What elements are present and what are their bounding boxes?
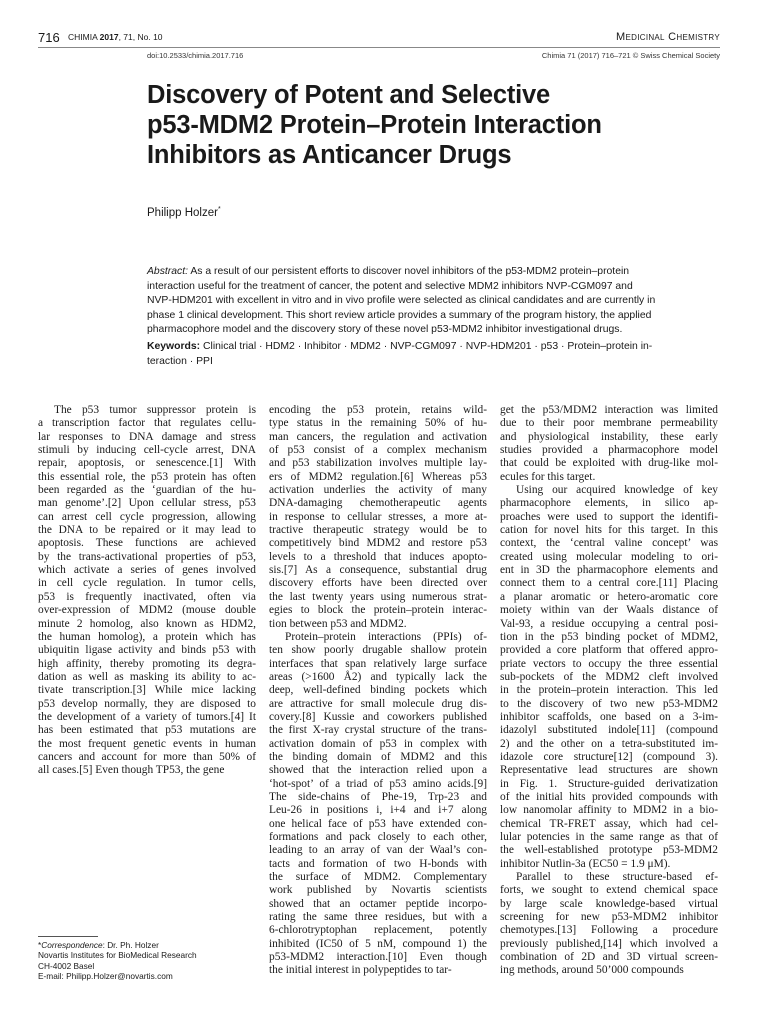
- body-text-line: a planar aromatic or hetero-aromatic core: [500, 590, 718, 603]
- journal-name: CHIMIA: [68, 32, 98, 42]
- body-text-line: the first X-ray crystal structure of the trans-: [269, 724, 487, 737]
- keywords-line: teraction · PPI: [147, 355, 213, 367]
- body-text-line: ubiquitin ligase activity and binds p53 with: [38, 644, 256, 657]
- body-text-line: low nanomolar affinity to MDM2 in a bio-: [500, 804, 718, 817]
- body-text-line: ten show poorly drugable shallow protein: [269, 644, 487, 657]
- body-text-line: which activate a series of genes involved: [38, 564, 256, 577]
- journal-volume: , 71, No. 10: [118, 32, 163, 42]
- body-text-line: 6-chlorotryptophan replacement, potently: [269, 924, 487, 937]
- body-text-line: cation for novel hits for this target. In this: [500, 524, 718, 537]
- journal-year: 2017: [99, 32, 119, 42]
- body-text-line: tacts and formation of two H-bonds with: [269, 857, 487, 870]
- body-text-line: stimuli by inducing cell-cycle arrest, DNA: [38, 444, 256, 457]
- body-text-line: activation underlies the activity of many: [269, 484, 487, 497]
- body-text-line: combination of 2D and 3D virtual screen-: [500, 951, 718, 964]
- body-text-line: in cell cycle regulation. In tumor cells,: [38, 577, 256, 590]
- body-text-line: forts, we sought to extend chemical space: [500, 884, 718, 897]
- body-text-line: in response to cellular stresses, a more at-: [269, 510, 487, 523]
- body-text-line: cancers and account for more than 50% of: [38, 750, 256, 763]
- body-text-line: in Fig. 1. Structure-guided derivatization: [500, 777, 718, 790]
- body-text-line: areas (>1600 Å2) and typically lack the: [269, 670, 487, 683]
- keywords: [147, 340, 722, 369]
- section-name: Medicinal Chemistry: [616, 31, 720, 43]
- body-text-line: provided a core platform that offered appro-: [500, 644, 718, 657]
- body-text-line: ‘hot-spot’ of a triad of p53 amino acids.[9]: [269, 777, 487, 790]
- body-text-line: DNA-damaging chemotherapeutic agents: [269, 497, 487, 510]
- body-text-line: previously published,[14] which involved a: [500, 937, 718, 950]
- body-text-line: interfaces that span relatively large surface: [269, 657, 487, 670]
- body-text-line: sub-pockets of the MDM2 cleft involved: [500, 670, 718, 683]
- body-text-line: the well-established prototype p53-MDM2: [500, 844, 718, 857]
- body-text-line: tion in the p53 binding pocket of MDM2,: [500, 630, 718, 643]
- body-text-line: Representative lead structures are shown: [500, 764, 718, 777]
- body-text-line: The p53 tumor suppressor protein is: [54, 404, 256, 416]
- body-text-line: deep, well-defined binding pockets which: [269, 684, 487, 697]
- abstract: [147, 265, 722, 338]
- body-text-line: ers of MDM2 regulation.[6] Whereas p53: [269, 470, 487, 483]
- abstract-line: phase 1 clinical development. This short review article provides a summary of the program history, the applied: [147, 309, 652, 321]
- body-text-line: high affinity, thereby promoting its degra-: [38, 657, 256, 670]
- body-text-line: repair, apoptosis, or senescence.[1] With: [38, 457, 256, 470]
- footnote-line: *Correspondence: Dr. Ph. Holzer: [38, 940, 159, 950]
- body-text-line: inhibitor scaffolds, one based on a 3-im-: [500, 710, 718, 723]
- body-text-line: Val-93, a residue occupying a central posi-: [500, 617, 718, 630]
- abstract-line: interaction useful for the treatment of cancer, the potent and selective MDM2 inhibitors NVP-CGM097 and: [147, 280, 633, 292]
- body-text-line: Leu-26 in positions i, i+4 and i+7 along: [269, 804, 487, 817]
- body-text-line: Protein–protein interactions (PPIs) of-: [285, 630, 487, 643]
- keywords-line: Keywords: Clinical trial · HDM2 · Inhibitor · MDM2 · NVP-CGM097 · NVP-HDM201 · p53 · Protein–protein in-: [147, 341, 653, 352]
- abstract-line: Abstract: As a result of our persistent efforts to discover novel inhibitors of the p53-MDM2 protein–protein: [147, 266, 630, 277]
- body-text-line: p53-MDM2 interaction.[10] Even though: [269, 951, 487, 964]
- body-text-line: type status in the remaining 50% of hu-: [269, 417, 487, 430]
- body-text-line: work published by Novartis scientists: [269, 884, 487, 897]
- body-text-line: idazolyl substituted indole[11] (compound: [500, 724, 718, 737]
- body-text-line: in the protein–protein interaction. This led: [500, 684, 718, 697]
- body-text-line: sis.[7] As a consequence, substantial drug: [269, 564, 487, 577]
- body-text-line: Using our acquired knowledge of key: [516, 484, 718, 497]
- body-text-line: p53 develop normally, they are disposed to: [38, 697, 256, 710]
- body-text-line: apoptosis. These functions are achieved: [38, 537, 256, 550]
- body-text-line: studies provided a pharmacophore model: [500, 444, 718, 457]
- body-text-line: pharmacophore elements, in silico ap-: [500, 497, 718, 510]
- body-text-line: p53 is frequently inactivated, often via: [38, 590, 256, 603]
- body-column-3: [500, 404, 718, 978]
- body-text-line: all cases.[5] Even though TP53, the gene: [38, 764, 225, 777]
- body-text-line: over-expression of MDM2 (mouse double: [38, 604, 256, 617]
- body-text-line: chemotypes.[13] Following a procedure: [500, 924, 718, 937]
- body-text-line: this essential role, the p53 protein has often: [38, 470, 256, 483]
- body-text-line: one helical face of p53 have extended con-: [269, 817, 487, 830]
- body-text-line: chemical TR-FRET assay, which had cel-: [500, 817, 718, 830]
- page-number: 716: [38, 30, 60, 45]
- body-text-line: and p53 stabilization involves multiple lay-: [269, 457, 487, 470]
- body-text-line: context, the ‘central valine concept’ was: [500, 537, 718, 550]
- abstract-label: Abstract:: [147, 266, 188, 277]
- footnote-email: E-mail: Philipp.Holzer@novartis.com: [38, 970, 173, 981]
- body-text-line: egies to block the protein–protein interac-: [269, 604, 487, 617]
- body-text-line: competitively bind MDM2 and restore p53: [269, 537, 487, 550]
- body-text-line: tivate transcription.[3] While mice lacking: [38, 684, 256, 697]
- body-text-line: the binding domain of MDM2 and this: [269, 750, 487, 763]
- correspondence-footnote: [38, 940, 258, 981]
- body-text-line: the development of a variety of tumors.[4] It: [38, 710, 256, 723]
- body-text-line: ing methods, around 50’000 compounds: [500, 964, 684, 977]
- footnote-label: Correspondence: [41, 940, 103, 950]
- body-text-line: to the discovery of two new p53-MDM2: [500, 697, 718, 710]
- body-text-line: screening for new p53-MDM2 inhibitor: [500, 911, 718, 924]
- author-name: Philipp Holzer: [147, 206, 218, 219]
- header-rule: [38, 47, 720, 48]
- body-text-line: and physiological instability, these early: [500, 430, 718, 443]
- body-text-line: that could be exploited with drug-like mol-: [500, 457, 718, 470]
- body-text-line: the DNA to be repaired or it may lead to: [38, 524, 256, 537]
- body-text-line: the most frequent genetic events in human: [38, 737, 256, 750]
- journal-line: [68, 32, 163, 42]
- body-text-line: Parallel to these structure-based ef-: [516, 871, 718, 884]
- abstract-line: NVP-HDM201 with excellent in vitro and in vivo profile were selected as clinical candidates and are currently in: [147, 295, 656, 307]
- abstract-line: pharmacophore model and the discovery story of these novel p53-MDM2 inhibitor investigational drugs.: [147, 324, 623, 336]
- body-text-line: dation as well as masking its ability to ac-: [38, 670, 256, 683]
- title-line: p53-MDM2 Protein–Protein Interaction: [147, 111, 602, 139]
- body-text-line: minute 2 homolog, also known as HDM2,: [38, 617, 256, 630]
- body-text-line: get the p53/MDM2 interaction was limited: [500, 404, 718, 416]
- body-text-line: of the initial hits provided compounds with: [500, 790, 718, 803]
- body-text-line: lular potencies in the same range as that of: [500, 831, 718, 843]
- author-mark: *: [217, 206, 221, 213]
- body-text-line: showed that an octamer peptide incorpo-: [269, 897, 487, 910]
- body-text-line: has been estimated that p53 mutations are: [38, 724, 256, 737]
- body-text-line: rating the same three residues, but with a: [269, 911, 487, 924]
- body-text-line: connect them to a central core.[11] Placing: [500, 577, 718, 590]
- body-text-line: lar responses to DNA damage and stress: [38, 430, 256, 443]
- article-title: [147, 80, 707, 170]
- body-text-line: a transcription factor that regulates cellu-: [38, 417, 256, 430]
- footnote-line: Novartis Institutes for BioMedical Research: [38, 950, 197, 961]
- body-text-line: priate vectors to occupy the three essential: [500, 657, 718, 670]
- title-line: Discovery of Potent and Selective: [147, 81, 550, 109]
- doi: doi:10.2533/chimia.2017.716: [147, 51, 244, 60]
- body-text-line: are attractive for small molecule drug dis-: [269, 697, 487, 710]
- body-text-line: man genome’.[2] Upon cellular stress, p53: [38, 497, 256, 510]
- footnote-rule: [38, 936, 98, 937]
- body-text-line: the initial interest in polypeptides to tar-: [269, 964, 452, 977]
- running-head: [38, 30, 720, 46]
- body-text-line: by large scale knowledge-based virtual: [500, 897, 718, 910]
- body-text-line: the surface of MDM2. Complementary: [269, 871, 487, 884]
- body-text-line: encoding the p53 protein, retains wild-: [269, 404, 487, 416]
- body-text-line: idazole core structure[12] (compound 3).: [500, 750, 718, 763]
- body-text-line: the human homolog), a protein which has: [38, 630, 256, 643]
- keywords-label: Keywords:: [147, 341, 201, 352]
- body-text-line: The side-chains of Phe-19, Trp-23 and: [269, 790, 487, 803]
- body-text-line: formations and pack closely to each other,: [269, 831, 487, 843]
- body-column-2: [269, 404, 487, 978]
- body-text-line: due to their poor membrane permeability: [500, 417, 718, 430]
- author: [147, 206, 221, 219]
- body-text-line: tion between p53 and MDM2.: [269, 617, 407, 630]
- body-text-line: covery.[8] Kussie and coworkers published: [269, 710, 487, 723]
- body-text-line: showed that the interaction relied upon a: [269, 764, 487, 777]
- body-text-line: levels to a threshold that induces apopto-: [269, 550, 487, 563]
- body-text-line: ent in 3D the pharmacophore elements and: [500, 564, 718, 577]
- body-text-line: created using molecular modeling to ori-: [500, 550, 718, 563]
- body-text-line: by the trans-activational properties of p53,: [38, 550, 256, 563]
- body-text-line: 2) and the other on a tetra-substituted im-: [500, 737, 718, 750]
- body-text-line: inhibited (IC50 of 5 nM, compound 1) the: [269, 937, 487, 950]
- body-text-line: the last twenty years using numerous strat-: [269, 590, 487, 603]
- body-text-line: proaches were used to support the identifi-: [500, 510, 718, 523]
- body-text-line: been regarded as the ‘guardian of the hu-: [38, 484, 256, 497]
- body-text-line: of p53 consist of a complex mechanism: [269, 444, 487, 457]
- footnote-line: CH-4002 Basel: [38, 960, 95, 971]
- body-text-line: man cancers, the regulation and activation: [269, 430, 487, 443]
- body-text-line: discovery efforts have been directed over: [269, 577, 487, 590]
- body-text-line: tractive therapeutic strategy would be to: [269, 524, 487, 537]
- citation: Chimia 71 (2017) 716–721 © Swiss Chemical Society: [541, 51, 720, 60]
- body-text-line: ecules for this target.: [500, 470, 596, 483]
- body-column-1: [38, 404, 256, 778]
- title-line: Inhibitors as Anticancer Drugs: [147, 141, 512, 169]
- body-text-line: inhibitor Nutlin-3a (EC50 = 1.9 μM).: [500, 857, 671, 870]
- body-text-line: can arrest cell cycle progression, allowing: [38, 510, 256, 523]
- body-text-line: leading to an array of van der Waal’s con-: [269, 844, 487, 857]
- body-text-line: moiety within van der Waals distance of: [500, 604, 718, 617]
- body-text-line: activation domain of p53 in complex with: [269, 737, 487, 750]
